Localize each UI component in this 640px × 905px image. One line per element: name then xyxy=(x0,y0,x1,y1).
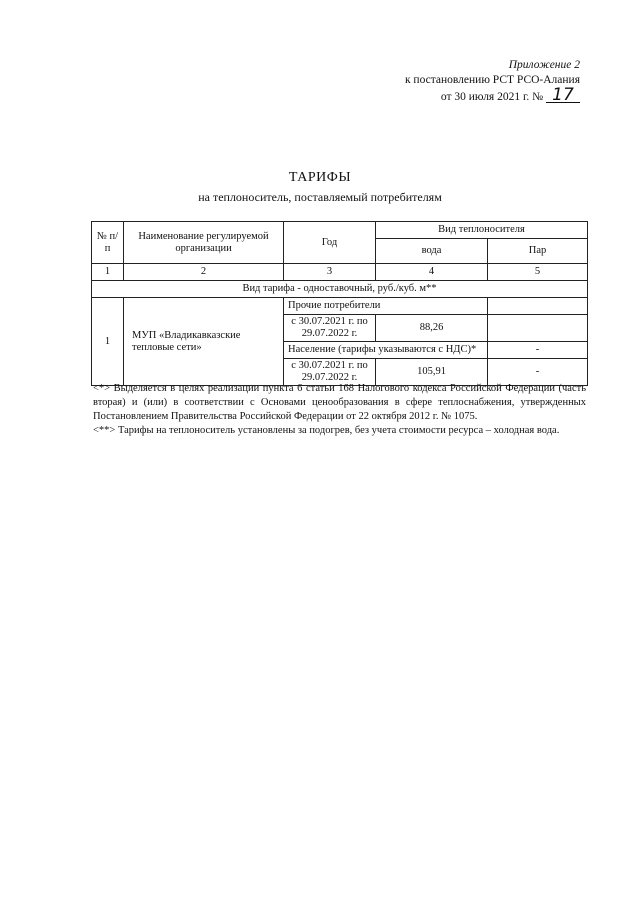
group1-water-value: 88,26 xyxy=(376,315,488,342)
group2-steam-top: - xyxy=(488,342,588,359)
group1-steam-header xyxy=(488,298,588,315)
header-carrier-type: Вид теплоносителя xyxy=(376,222,588,239)
document-title: ТАРИФЫ xyxy=(288,170,352,185)
header-org: Наименование регулируемой организации xyxy=(124,222,284,264)
header-num: № п/п xyxy=(92,222,124,264)
header-steam: Пар xyxy=(488,239,588,264)
group1-period: с 30.07.2021 г. по 29.07.2022 г. xyxy=(284,315,376,342)
row-number: 1 xyxy=(92,298,124,386)
tariff-kind-row: Вид тарифа - одноставочный, руб./куб. м** xyxy=(92,281,588,298)
group1-steam-value xyxy=(488,315,588,342)
tariff-table xyxy=(91,221,588,386)
col-number-1: 1 xyxy=(92,264,124,281)
footnotes xyxy=(93,382,586,438)
appendix-resolution: к постановлению РСТ РСО-Алания xyxy=(404,74,580,86)
footnote-2: <**> Тарифы на теплоноситель установлены за подогрев, без учета стоимости ресурса – холодная вода. xyxy=(93,425,560,436)
header-water: вода xyxy=(376,239,488,264)
group2-steam-value: - xyxy=(488,359,588,386)
col-number-3: 3 xyxy=(284,264,376,281)
handwritten-number: 17 xyxy=(546,88,580,103)
footnote-1: <*> Выделяется в целях реализации пункта 6 статьи 168 Налогового кодекса Российской Федерации (часть вторая) и (или) в соответствии с Основами ценообразования в сфере теплоснабжения, утвержденных Постановлением Правительства Российской Федерации от 22 октября 2012 г. № 1075. xyxy=(93,383,586,422)
col-number-4: 4 xyxy=(376,264,488,281)
group2-period: с 30.07.2021 г. по 29.07.2022 г. xyxy=(284,359,376,386)
appendix-title: Приложение 2 xyxy=(508,59,580,71)
col-number-5: 5 xyxy=(488,264,588,281)
appendix-block xyxy=(405,58,580,105)
col-number-2: 2 xyxy=(124,264,284,281)
group1-label: Прочие потребители xyxy=(284,298,488,315)
group2-water-value: 105,91 xyxy=(376,359,488,386)
organization-name: МУП «Владикавказские тепловые сети» xyxy=(124,298,284,386)
appendix-date xyxy=(405,85,580,105)
appendix-date-text: от 30 июля 2021 г. № xyxy=(440,91,544,103)
group2-label: Население (тарифы указываются с НДС)* xyxy=(284,342,488,359)
document-subtitle: на теплоноситель, поставляемый потребителям xyxy=(198,190,442,204)
header-year: Год xyxy=(284,222,376,264)
